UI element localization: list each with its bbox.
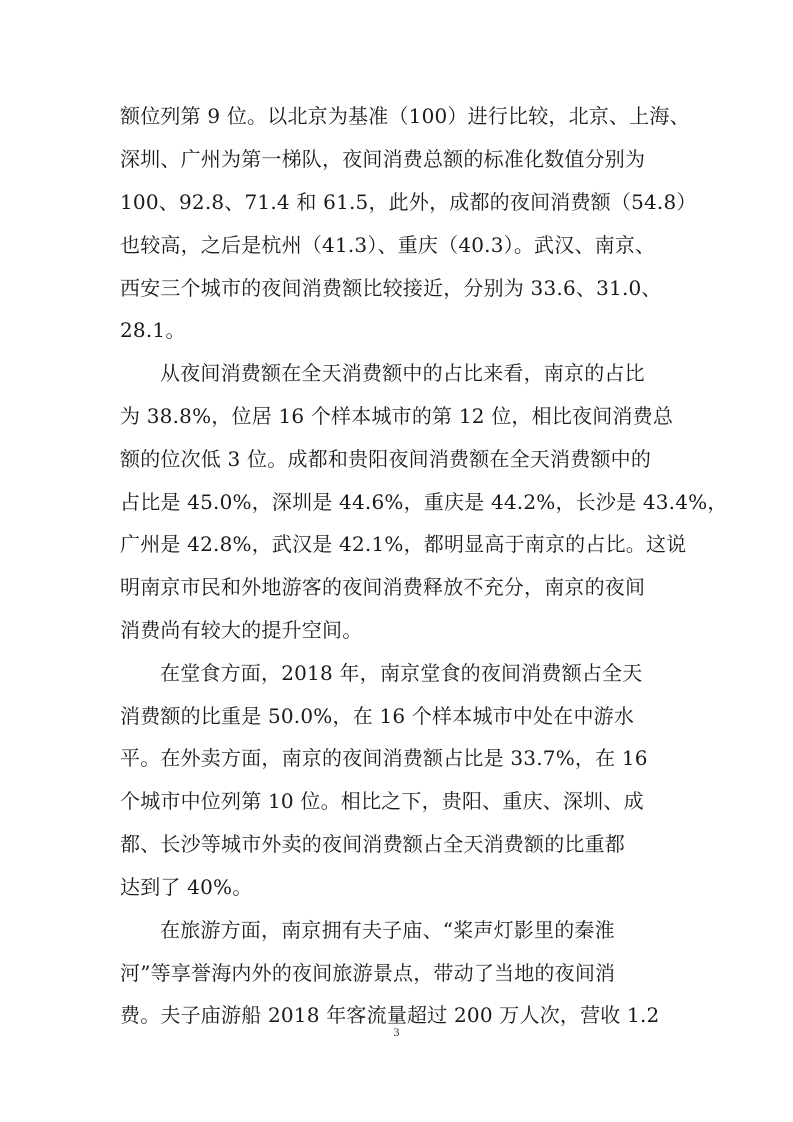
text-line: 西安三个城市的夜间消费额比较接近，分别为 33.6、31.0、 <box>120 276 662 300</box>
page-number: 3 <box>393 1025 400 1039</box>
text-line: 占比是 45.0%，深圳是 44.6%，重庆是 44.2%，长沙是 43.4%， <box>120 490 728 514</box>
text-line: 为 38.8%，位居 16 个样本城市的第 12 位，相比夜间消费总 <box>120 404 674 428</box>
text-line: 达到了 40%。 <box>120 875 253 899</box>
text-line: 消费额的比重是 50.0%，在 16 个样本城市中处在中游水 <box>120 704 635 728</box>
text-line: 额位列第 9 位。以北京为基准（100）进行比较，北京、上海、 <box>120 104 690 128</box>
text-line: 也较高，之后是杭州（41.3）、重庆（40.3）。武汉、南京、 <box>120 233 656 257</box>
text-line: 个城市中位列第 10 位。相比之下，贵阳、重庆、深圳、成 <box>120 789 644 813</box>
text-line: 河”等享誉海内外的夜间旅游景点，带动了当地的夜间消 <box>120 961 616 985</box>
text-line: 费。夫子庙游船 2018 年客流量超过 200 万人次，营收 1.2 <box>120 1003 660 1027</box>
paragraph-first-line: 从夜间消费额在全天消费额中的占比来看，南京的占比 <box>160 361 645 385</box>
text-line: 广州是 42.8%，武汉是 42.1%，都明显高于南京的占比。这说 <box>120 532 687 556</box>
text-line: 额的位次低 3 位。成都和贵阳夜间消费额在全天消费额中的 <box>120 447 652 471</box>
text-line: 消费尚有较大的提升空间。 <box>120 618 363 642</box>
paragraph-first-line: 在旅游方面，南京拥有夫子庙、“桨声灯影里的秦淮 <box>160 918 615 942</box>
paragraph-first-line: 在堂食方面，2018 年，南京堂食的夜间消费额占全天 <box>160 661 643 685</box>
text-line: 100、92.8、71.4 和 61.5，此外，成都的夜间消费额（54.8） <box>120 190 697 214</box>
text-line: 深圳、广州为第一梯队，夜间消费总额的标准化数值分别为 <box>120 147 646 171</box>
text-line: 平。在外卖方面，南京的夜间消费额占比是 33.7%，在 16 <box>120 746 648 770</box>
text-line: 28.1。 <box>120 318 186 342</box>
text-line: 都、长沙等城市外卖的夜间消费额占全天消费额的比重都 <box>120 832 625 856</box>
text-line: 明南京市民和外地游客的夜间消费释放不充分，南京的夜间 <box>120 575 646 599</box>
